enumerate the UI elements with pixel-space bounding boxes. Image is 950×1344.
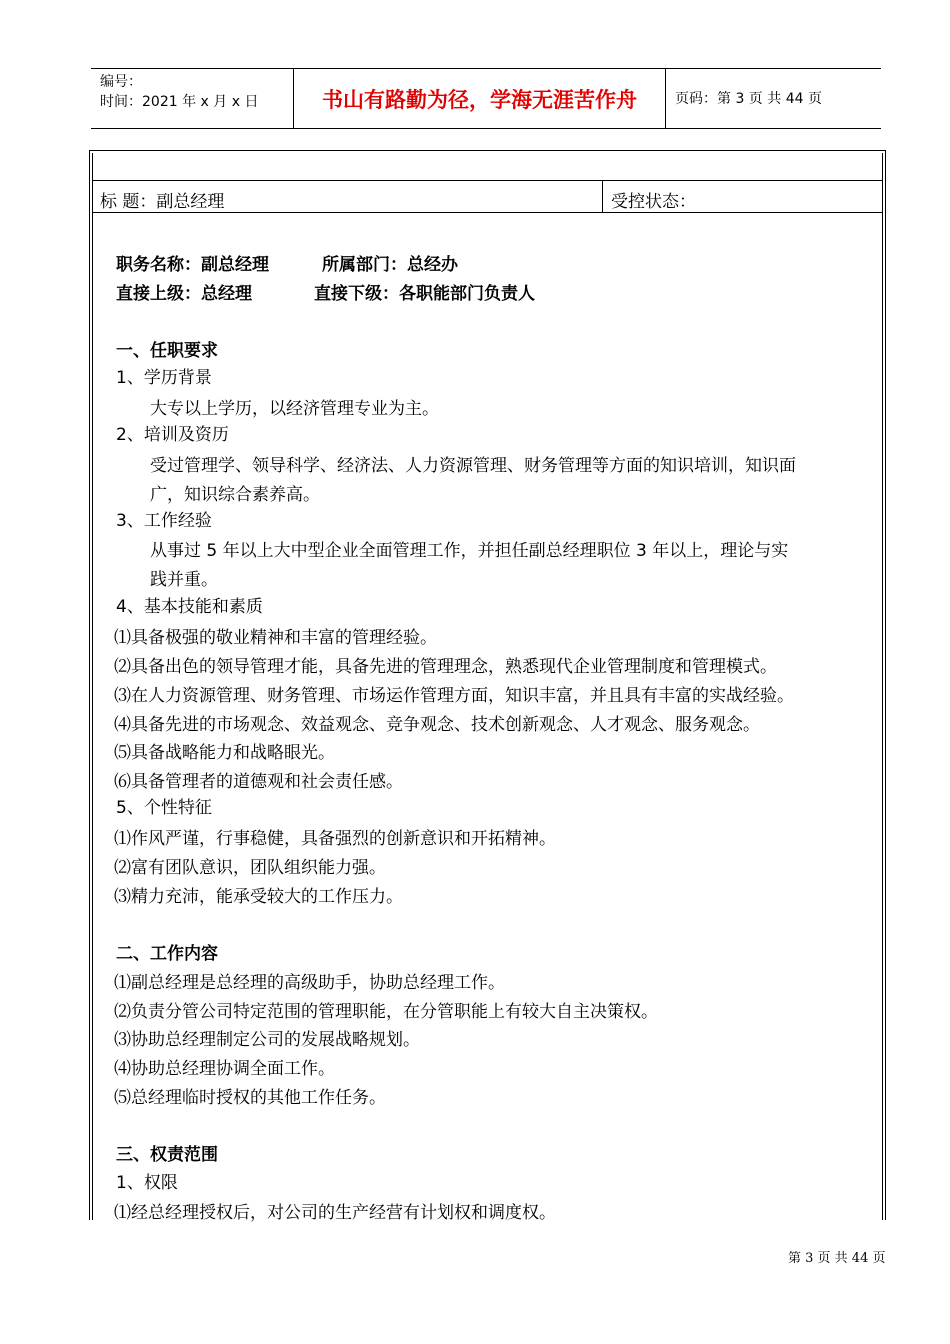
paragraph: 从事过 5 年以上大中型企业全面管理工作，并担任副总经理职位 3 年以上，理论与实 — [150, 541, 789, 561]
subsection-title: 5、个性特征 — [116, 798, 212, 818]
paragraph: 践并重。 — [150, 570, 218, 590]
subsection-title: 2、培训及资历 — [116, 425, 229, 445]
paragraph: 大专以上学历，以经济管理专业为主。 — [150, 399, 439, 419]
list-item: ⑴经总经理授权后，对公司的生产经营有计划权和调度权。 — [114, 1203, 556, 1223]
paragraph: 广，知识综合素养高。 — [150, 485, 320, 505]
title-cell: 标 题：副总经理 — [100, 192, 225, 212]
department-label: 所属部门：总经办 — [322, 255, 458, 275]
list-item: ⑵负责分管公司特定范围的管理职能，在分管职能上有较大自主决策权。 — [114, 1002, 658, 1022]
header-time-label: 时间：2021 年 x 月 x 日 — [100, 94, 259, 110]
list-item: ⑴副总经理是总经理的高级助手，协助总经理工作。 — [114, 973, 505, 993]
list-item: ⑷协助总经理协调全面工作。 — [114, 1059, 335, 1079]
section-heading: 二、工作内容 — [116, 944, 218, 964]
paragraph: 受过管理学、领导科学、经济法、人力资源管理、财务管理等方面的知识培训，知识面 — [150, 456, 796, 476]
header-info — [100, 72, 258, 112]
direct-superior-label: 直接上级：总经理 — [116, 284, 252, 304]
control-status-cell: 受控状态： — [611, 192, 696, 212]
job-name-label: 职务名称：副总经理 — [116, 255, 269, 275]
list-item: ⑶在人力资源管理、财务管理、市场运作管理方面，知识丰富，并且具有丰富的实战经验。 — [114, 686, 794, 706]
section-heading: 一、任职要求 — [116, 341, 218, 361]
list-item: ⑵具备出色的领导管理才能，具备先进的管理理念，熟悉现代企业管理制度和管理模式。 — [114, 657, 777, 677]
list-item: ⑹具备管理者的道德观和社会责任感。 — [114, 772, 403, 792]
header-divider-2 — [665, 68, 666, 129]
list-item: ⑷具备先进的市场观念、效益观念、竞争观念、技术创新观念、人才观念、服务观念。 — [114, 715, 760, 735]
subsection-title: 4、基本技能和素质 — [116, 597, 263, 617]
list-item: ⑴作风严谨，行事稳健，具备强烈的创新意识和开拓精神。 — [114, 829, 556, 849]
list-item: ⑶精力充沛，能承受较大的工作压力。 — [114, 887, 403, 907]
header-motto: 书山有路勤为径，学海无涯苦作舟 — [322, 86, 637, 112]
footer-page-label: 第 3 页 共 44 页 — [788, 1251, 886, 1266]
subsection-title: 3、工作经验 — [116, 511, 212, 531]
list-item: ⑵富有团队意识，团队组织能力强。 — [114, 858, 386, 878]
table-column-divider — [602, 180, 603, 213]
list-item: ⑸具备战略能力和战略眼光。 — [114, 743, 335, 763]
section-heading: 三、权责范围 — [116, 1145, 218, 1165]
list-item: ⑶协助总经理制定公司的发展战略规划。 — [114, 1030, 420, 1050]
subsection-title: 1、权限 — [116, 1173, 178, 1193]
header-number-label: 编号： — [100, 74, 142, 90]
table-row-rule-1 — [92, 180, 883, 181]
header-page-label: 页码：第 3 页 共 44 页 — [675, 91, 822, 107]
table-row-rule-2 — [92, 212, 883, 213]
list-item: ⑴具备极强的敬业精神和丰富的管理经验。 — [114, 628, 437, 648]
subsection-title: 1、学历背景 — [116, 368, 212, 388]
direct-subordinate-label: 直接下级：各职能部门负责人 — [314, 284, 535, 304]
list-item: ⑸总经理临时授权的其他工作任务。 — [114, 1088, 386, 1108]
